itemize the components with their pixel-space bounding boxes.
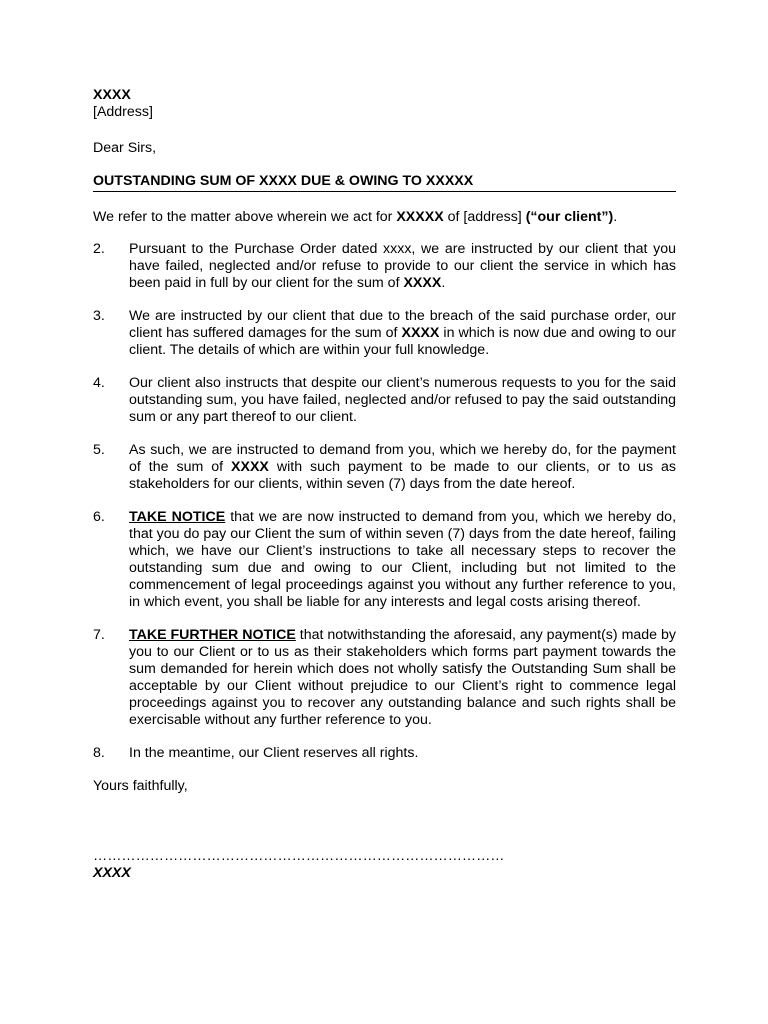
paragraph-text: In the meantime, our Client reserves all rights. [129, 745, 419, 761]
intro-paragraph [93, 209, 676, 226]
recipient-name: XXXX [93, 87, 131, 103]
paragraph-number: 5. [93, 442, 105, 458]
client-name: XXXXX [396, 209, 444, 225]
recipient-address: [Address] [93, 104, 153, 120]
paragraph-number: 2. [93, 241, 105, 257]
client-label: (“our client”) [525, 209, 614, 225]
signature-name: XXXX [93, 865, 131, 881]
recipient-block [93, 87, 676, 121]
paragraph-6 [93, 509, 676, 611]
paragraph-number: 4. [93, 375, 105, 391]
paragraph-text-pre: Pursuant to the Purchase Order dated xxxx, we are instructed by our client that you have failed, neglected and/or refuse to provide to our client the service in which has been paid in full by our client for the sum of [129, 241, 676, 291]
take-notice-heading: TAKE NOTICE [129, 509, 226, 525]
paragraph-number: 8. [93, 745, 105, 761]
paragraph-text [129, 627, 676, 729]
paragraph-2 [93, 241, 676, 292]
paragraph-text-post: in which is now due and owing to our client. The details of which are within your full knowledge. [129, 325, 676, 358]
take-further-notice-heading: TAKE FURTHER NOTICE [129, 627, 296, 643]
salutation: Dear Sirs, [93, 140, 157, 156]
closing: Yours faithfully, [93, 778, 188, 794]
amount-placeholder: XXXX [403, 275, 442, 291]
paragraph-text-post: with such payment to be made to our clients, or to us as stakeholders for our clients, within seven (7) days from the date hereof. [129, 459, 676, 492]
paragraph-8 [93, 745, 676, 762]
paragraph-text-post: that notwithstanding the aforesaid, any payment(s) made by you to our Client or to us as their stakeholders which forms part payment towards the sum demanded for herein which does not wholly satisfy the Outstanding Sum shall be acceptable by our Client without prejudice to our Client’s right to commence legal proceedings against you to recover any outstanding balance and such rights shall be exercisable without any further reference to you. [129, 627, 676, 728]
paragraph-text-post: that we are now instructed to demand from you, which we hereby do, that you do pay our Client the sum of within seven (7) days from the date hereof, failing which, we have our Client’s instructions to take all necessary steps to recover the outstanding sum due and owing to our Client, including but not limited to the commencement of legal proceedings against you without any further reference to you, in which event, you shall be liable for any interests and legal costs arising thereof. [129, 509, 677, 610]
paragraph-text [129, 442, 676, 493]
intro-text-post: . [613, 209, 618, 225]
signature-line: …………………………………………………………………………… [93, 848, 505, 864]
paragraph-text [129, 241, 676, 292]
paragraph-number: 6. [93, 509, 105, 525]
paragraph-7 [93, 627, 676, 729]
paragraph-5 [93, 442, 676, 493]
intro-text-pre: We refer to the matter above wherein we act for [93, 209, 397, 225]
paragraph-number: 7. [93, 627, 105, 643]
letter-body [93, 87, 676, 882]
paragraph-4 [93, 375, 676, 426]
paragraph-text-pre: We are instructed by our client that due to the breach of the said purchase order, our client has suffered damages for the sum of [129, 308, 676, 341]
paragraph-text [129, 509, 676, 611]
intro-text-mid: of [address] [443, 209, 526, 225]
paragraph-text-post: . [441, 275, 446, 291]
paragraph-3 [93, 308, 676, 359]
paragraph-text-pre: As such, we are instructed to demand from you, which we hereby do, for the payment of the sum of [129, 442, 676, 475]
amount-placeholder: XXXX [231, 459, 269, 475]
paragraph-number: 3. [93, 308, 105, 324]
amount-placeholder: XXXX [401, 325, 440, 341]
paragraph-text: Our client also instructs that despite our client’s numerous requests to you for the said outstanding sum, you have failed, neglected and/or refused to pay the said outstanding sum or any part thereof to our client. [129, 375, 676, 425]
subject-heading: OUTSTANDING SUM OF XXXX DUE & OWING TO XXXXX [93, 173, 676, 192]
paragraph-text [129, 308, 676, 359]
